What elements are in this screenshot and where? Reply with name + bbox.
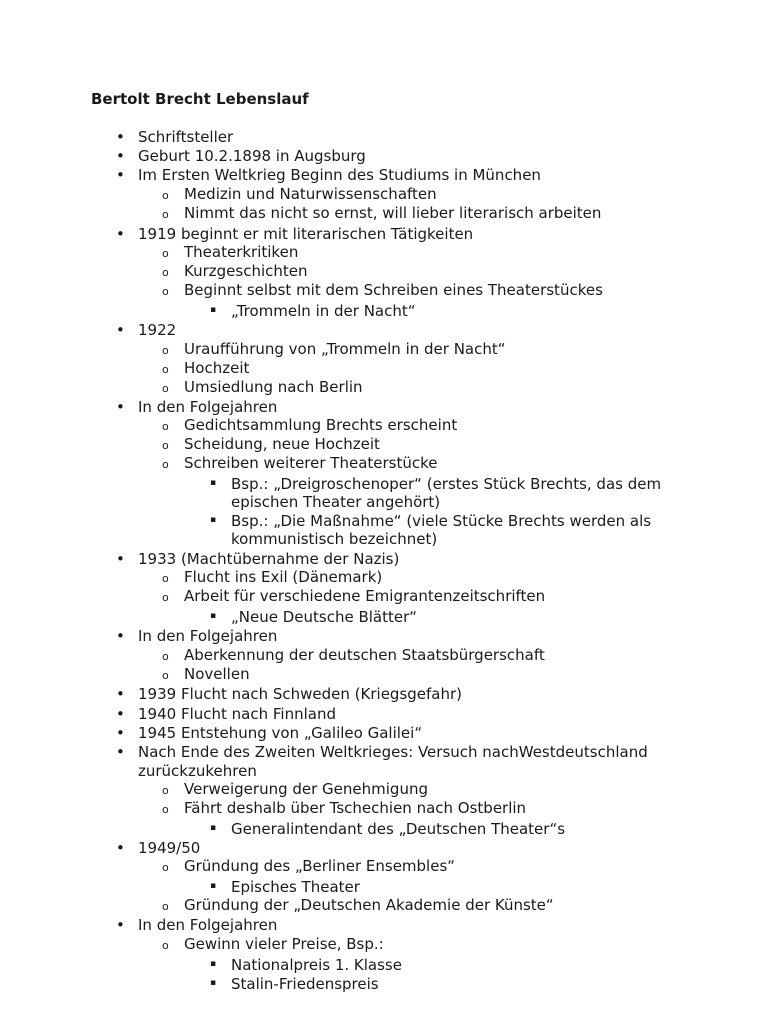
bullet-marker-level-2: o: [162, 803, 169, 816]
bullet-marker-level-2: o: [162, 363, 169, 376]
list-item-level-2: Medizin und Naturwissenschaften: [184, 185, 437, 203]
list-item-level-1: zurückzukehren: [138, 762, 257, 780]
bullet-marker-level-2: o: [162, 669, 169, 682]
list-item-level-2: Schreiben weiterer Theaterstücke: [184, 454, 438, 472]
bullet-marker-level-2: o: [162, 189, 169, 202]
bullet-marker-level-1: •: [116, 166, 125, 184]
list-item-level-2: Beginnt selbst mit dem Schreiben eines Theaterstückes: [184, 281, 603, 299]
list-item-level-3: „Trommeln in der Nacht“: [231, 302, 416, 320]
list-item-level-2: Hochzeit: [184, 359, 250, 377]
bullet-marker-level-2: o: [162, 420, 169, 433]
list-item-level-1: 1945 Entstehung von „Galileo Galilei“: [138, 724, 423, 742]
list-item-level-1: 1933 (Machtübernahme der Nazis): [138, 550, 400, 568]
list-item-level-2: Gedichtsammlung Brechts erscheint: [184, 416, 458, 434]
bullet-marker-level-2: o: [162, 900, 169, 913]
list-item-level-3: Generalintendant des „Deutschen Theater“s: [231, 820, 566, 838]
bullet-marker-level-1: •: [116, 321, 125, 339]
bullet-marker-level-3: ▪: [210, 881, 217, 891]
list-item-level-2: Novellen: [184, 665, 250, 683]
list-item-level-1: Nach Ende des Zweiten Weltkrieges: Versuch nachWestdeutschland: [138, 743, 648, 761]
bullet-marker-level-1: •: [116, 398, 125, 416]
bullet-marker-level-1: •: [116, 724, 125, 742]
bullet-marker-level-2: o: [162, 285, 169, 298]
list-item-level-2: Gründung der „Deutschen Akademie der Künste“: [184, 896, 554, 914]
bullet-marker-level-1: •: [116, 743, 125, 761]
bullet-marker-level-3: ▪: [210, 305, 217, 315]
list-item-level-1: In den Folgejahren: [138, 627, 278, 645]
list-item-level-3: Stalin-Friedenspreis: [231, 975, 379, 993]
bullet-marker-level-2: o: [162, 939, 169, 952]
list-item-level-1: 1949/50: [138, 839, 201, 857]
list-item-level-2: Flucht ins Exil (Dänemark): [184, 568, 383, 586]
bullet-marker-level-2: o: [162, 382, 169, 395]
bullet-marker-level-2: o: [162, 591, 169, 604]
document-title: Bertolt Brecht Lebenslauf: [91, 90, 309, 108]
bullet-marker-level-2: o: [162, 208, 169, 221]
bullet-marker-level-3: ▪: [210, 959, 217, 969]
list-item-level-2: Fährt deshalb über Tschechien nach Ostberlin: [184, 799, 527, 817]
list-item-level-2: Gründung des „Berliner Ensembles“: [184, 857, 456, 875]
bullet-marker-level-2: o: [162, 458, 169, 471]
list-item-level-2: Umsiedlung nach Berlin: [184, 378, 363, 396]
bullet-marker-level-3: ▪: [210, 978, 217, 988]
list-item-level-2: Aberkennung der deutschen Staatsbürgerschaft: [184, 646, 545, 664]
bullet-marker-level-3: ▪: [210, 823, 217, 833]
bullet-marker-level-3: ▪: [210, 611, 217, 621]
bullet-marker-level-3: ▪: [210, 515, 217, 525]
list-item-level-3: Nationalpreis 1. Klasse: [231, 956, 402, 974]
list-item-level-1: Im Ersten Weltkrieg Beginn des Studiums in München: [138, 166, 541, 184]
bullet-marker-level-2: o: [162, 650, 169, 663]
list-item-level-3: epischen Theater angehört): [231, 493, 441, 511]
list-item-level-2: Scheidung, neue Hochzeit: [184, 435, 380, 453]
bullet-marker-level-1: •: [116, 705, 125, 723]
list-item-level-3: kommunistisch bezeichnet): [231, 530, 438, 548]
bullet-marker-level-2: o: [162, 439, 169, 452]
list-item-level-2: Kurzgeschichten: [184, 262, 308, 280]
list-item-level-3: Bsp.: „Die Maßnahme“ (viele Stücke Brechts werden als: [231, 512, 652, 530]
list-item-level-1: Geburt 10.2.1898 in Augsburg: [138, 147, 366, 165]
list-item-level-3: „Neue Deutsche Blätter“: [231, 608, 418, 626]
list-item-level-2: Nimmt das nicht so ernst, will lieber literarisch arbeiten: [184, 204, 602, 222]
bullet-marker-level-1: •: [116, 685, 125, 703]
list-item-level-2: Uraufführung von „Trommeln in der Nacht“: [184, 340, 506, 358]
bullet-marker-level-2: o: [162, 572, 169, 585]
bullet-marker-level-1: •: [116, 128, 125, 146]
bullet-marker-level-1: •: [116, 916, 125, 934]
bullet-marker-level-2: o: [162, 861, 169, 874]
bullet-marker-level-3: ▪: [210, 478, 217, 488]
bullet-marker-level-1: •: [116, 627, 125, 645]
list-item-level-3: Episches Theater: [231, 878, 360, 896]
list-item-level-2: Verweigerung der Genehmigung: [184, 780, 428, 798]
bullet-marker-level-2: o: [162, 344, 169, 357]
list-item-level-3: Bsp.: „Dreigroschenoper“ (erstes Stück Brechts, das dem: [231, 475, 662, 493]
bullet-marker-level-1: •: [116, 147, 125, 165]
list-item-level-2: Arbeit für verschiedene Emigrantenzeitschriften: [184, 587, 546, 605]
bullet-marker-level-2: o: [162, 247, 169, 260]
list-item-level-1: 1922: [138, 321, 177, 339]
bullet-marker-level-1: •: [116, 839, 125, 857]
bullet-marker-level-2: o: [162, 266, 169, 279]
list-item-level-1: Schriftsteller: [138, 128, 234, 146]
list-item-level-1: In den Folgejahren: [138, 916, 278, 934]
list-item-level-1: 1939 Flucht nach Schweden (Kriegsgefahr): [138, 685, 463, 703]
list-item-level-1: 1940 Flucht nach Finnland: [138, 705, 336, 723]
bullet-marker-level-2: o: [162, 784, 169, 797]
list-item-level-1: 1919 beginnt er mit literarischen Tätigkeiten: [138, 225, 474, 243]
bullet-marker-level-1: •: [116, 550, 125, 568]
bullet-marker-level-1: •: [116, 225, 125, 243]
list-item-level-2: Gewinn vieler Preise, Bsp.:: [184, 935, 384, 953]
list-item-level-2: Theaterkritiken: [184, 243, 299, 261]
list-item-level-1: In den Folgejahren: [138, 398, 278, 416]
